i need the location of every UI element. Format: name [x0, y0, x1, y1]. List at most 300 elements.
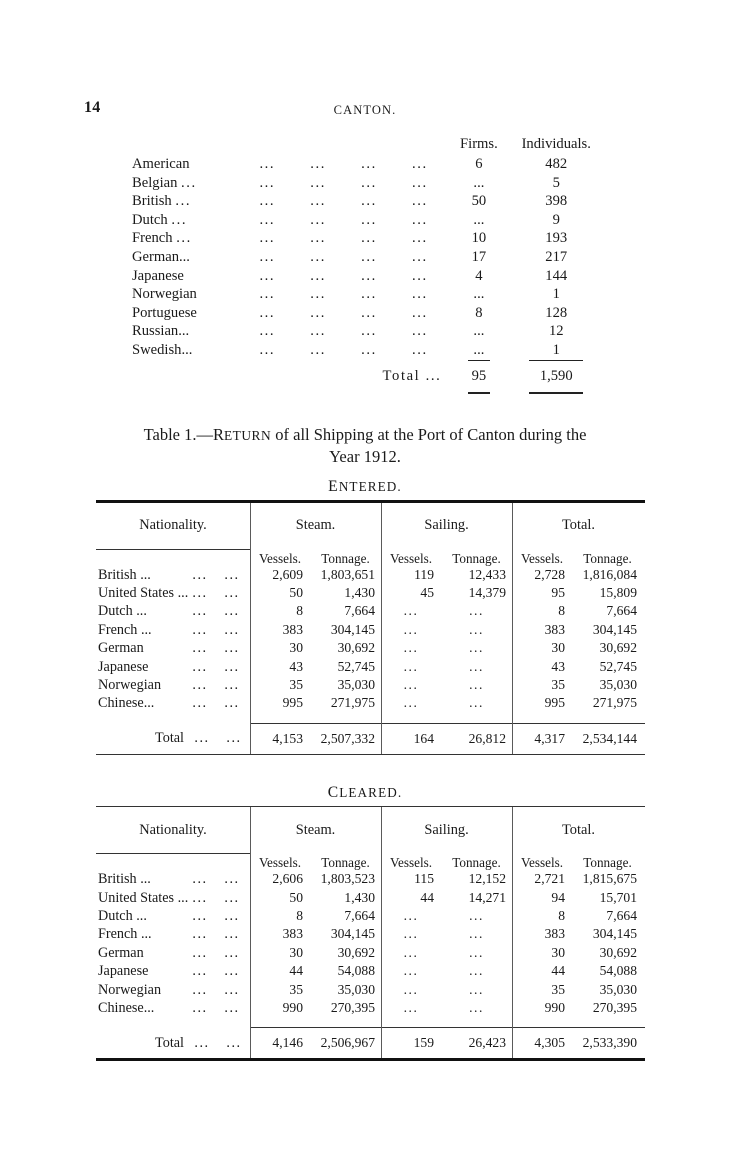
- leader-dots: ...: [224, 889, 240, 906]
- entered-section-label: [84, 478, 646, 496]
- cell-tonnage: 1,803,523: [320, 871, 375, 887]
- column-header-firms: Firms.: [460, 136, 498, 152]
- leader-dots: ...: [224, 695, 240, 712]
- list-item: [130, 249, 600, 268]
- individuals-value: 1: [552, 341, 560, 358]
- cell-vessels: 8: [296, 603, 303, 619]
- cell-tonnage: 304,145: [330, 621, 375, 637]
- nationality-label: Japanese: [98, 658, 149, 675]
- cell-tonnage: ...: [469, 926, 484, 942]
- row-nationality: [96, 945, 250, 962]
- leader-dots: ...: [412, 267, 428, 284]
- list-spacer: [130, 361, 600, 368]
- cell-vessels: ...: [403, 658, 419, 674]
- table-row: [96, 871, 645, 889]
- header-spacer-lead2: [293, 136, 344, 156]
- cell-tonnage: 1,430: [344, 889, 375, 905]
- table-bottom-rule: [96, 754, 645, 755]
- entered-shipping-table: [96, 500, 645, 755]
- leader-dots: ...: [259, 174, 276, 191]
- leader-dots: ...: [192, 907, 208, 924]
- cell-vessels: 30: [289, 640, 303, 656]
- cell-tonnage: 271,975: [330, 695, 375, 711]
- group-header-row: [96, 807, 645, 853]
- cell-vessels: ...: [403, 621, 419, 637]
- cell-tonnage: 52,745: [337, 658, 375, 674]
- leader-dots: ...: [361, 323, 377, 340]
- cell-vessels: 2,728: [534, 566, 565, 582]
- nationality-label: United States ...: [98, 585, 189, 602]
- sub-header-total-tonnage: Tonnage.: [583, 550, 632, 566]
- cell-tonnage: 304,145: [592, 926, 637, 942]
- firms-value: ...: [473, 174, 485, 191]
- list-total-row: [130, 368, 600, 390]
- cleared-label-initial: C: [327, 784, 340, 801]
- cell-tonnage: 1,815,675: [582, 871, 637, 887]
- cell-tonnage: 7,664: [344, 603, 375, 619]
- cell-tonnage: 12,152: [468, 871, 506, 887]
- firms-value: 8: [475, 304, 483, 321]
- cell-tonnage: 304,145: [592, 621, 637, 637]
- cell-tonnage: ...: [469, 621, 484, 637]
- table-row: [96, 695, 645, 713]
- total-total-vessels: 4,305: [534, 1035, 565, 1051]
- caption-rest: of all Shipping at the Port of Canton during the: [271, 425, 587, 444]
- cell-tonnage: ...: [469, 677, 484, 693]
- leader-dots: ...: [192, 603, 208, 620]
- sub-header-steam-tonnage: Tonnage.: [321, 550, 370, 566]
- header-spacer-lead4: [394, 136, 445, 156]
- total-steam-vessels: 4,153: [272, 730, 303, 746]
- row-nationality: [96, 890, 250, 907]
- column-header-sailing: Sailing.: [424, 517, 469, 534]
- cleared-total-gap: [96, 1018, 645, 1027]
- cell-tonnage: 30,692: [337, 640, 375, 656]
- cell-tonnage: 7,664: [344, 907, 375, 923]
- table-row: [96, 677, 645, 695]
- total-label-cell: [96, 730, 250, 747]
- cell-tonnage: ...: [469, 658, 484, 674]
- row-nationality: [96, 585, 250, 602]
- cell-tonnage: ...: [469, 981, 484, 997]
- cell-vessels: 383: [282, 621, 303, 637]
- cell-vessels: 8: [296, 907, 303, 923]
- list-item: [130, 212, 600, 231]
- firms-value: 6: [475, 156, 483, 172]
- cell-vessels: ...: [403, 603, 419, 619]
- total-label-cell: [96, 1035, 250, 1052]
- leader-dots: ...: [259, 193, 276, 210]
- individuals-value: 1: [552, 286, 560, 303]
- leader-dots: ...: [192, 926, 208, 943]
- leader-dots: ...: [412, 156, 428, 172]
- leader-dots: ...: [224, 621, 240, 638]
- leader-dots: ...: [226, 1034, 242, 1051]
- cell-tonnage: 304,145: [330, 926, 375, 942]
- cell-vessels: 50: [289, 889, 303, 905]
- leader-dots: ...: [361, 248, 377, 265]
- firms-individuals-list: [130, 136, 600, 390]
- row-nationality: [96, 908, 250, 925]
- cell-vessels: 990: [544, 999, 565, 1015]
- leader-dots: ...: [412, 193, 428, 210]
- row-nationality: [96, 926, 250, 943]
- table-row: [96, 945, 645, 963]
- cell-vessels: ...: [403, 963, 419, 979]
- header-spacer-lead1: [242, 136, 293, 156]
- individuals-value: 5: [552, 174, 560, 191]
- leader-dots: ...: [259, 230, 276, 247]
- list-item: [130, 286, 600, 305]
- total-steam-tonnage: 2,507,332: [320, 730, 375, 746]
- cell-vessels: ...: [403, 695, 419, 711]
- total-sailing-tonnage: 26,812: [468, 730, 506, 746]
- cell-tonnage: ...: [469, 907, 484, 923]
- individuals-value: 398: [545, 193, 568, 210]
- table-row: [96, 603, 645, 621]
- cell-tonnage: 15,701: [599, 889, 637, 905]
- leader-dots: ...: [310, 267, 327, 284]
- entered-label-initial: E: [328, 478, 339, 495]
- list-item: [130, 193, 600, 212]
- total-sailing-vessels: 164: [413, 730, 434, 746]
- leader-dots: ...: [310, 286, 327, 303]
- list-item: [130, 305, 600, 324]
- cell-vessels: ...: [403, 640, 419, 656]
- sub-header-sailing-tonnage: Tonnage.: [452, 550, 501, 566]
- cell-vessels: 50: [289, 585, 303, 601]
- leader-dots: ...: [310, 230, 327, 247]
- leader-dots: ...: [224, 926, 240, 943]
- leader-dots: ...: [310, 323, 327, 340]
- leader-dots: ...: [412, 323, 428, 340]
- cell-vessels: 44: [551, 963, 565, 979]
- leader-dots: ...: [224, 658, 240, 675]
- caption-prefix: Table 1.—: [143, 425, 213, 444]
- cell-vessels: 383: [282, 926, 303, 942]
- cleared-shipping-table: [96, 806, 645, 1061]
- cell-tonnage: 1,816,084: [582, 566, 637, 582]
- leader-dots: ...: [224, 981, 240, 998]
- cell-vessels: 95: [551, 585, 565, 601]
- table-caption: [84, 424, 646, 468]
- firms-value: ...: [473, 211, 485, 228]
- nationality-label: Norwegian: [98, 981, 162, 998]
- nationality-label: French ...: [98, 926, 152, 943]
- cell-tonnage: ...: [469, 999, 484, 1015]
- cell-vessels: 383: [544, 621, 565, 637]
- column-header-steam: Steam.: [295, 821, 336, 838]
- column-header-nationality: Nationality.: [139, 517, 207, 534]
- leader-dots: ...: [361, 156, 377, 172]
- cleared-data-rows: [96, 871, 645, 1018]
- table-row: [96, 1000, 645, 1018]
- caption-return-rest: ETURN: [224, 428, 272, 443]
- column-header-individuals: Individuals.: [521, 136, 591, 152]
- cell-vessels: 30: [289, 944, 303, 960]
- row-nationality: [96, 963, 250, 980]
- list-item: [130, 323, 600, 342]
- cell-tonnage: 15,809: [599, 585, 637, 601]
- individuals-value: 193: [545, 230, 568, 247]
- leader-dots: ...: [361, 304, 377, 321]
- firms-value: 4: [475, 267, 483, 284]
- row-nationality: [96, 982, 250, 999]
- leader-dots: ...: [310, 174, 327, 191]
- cell-vessels: 94: [551, 889, 565, 905]
- table-row: [96, 585, 645, 603]
- table-row: [96, 640, 645, 658]
- individuals-value: 144: [545, 267, 568, 284]
- nationality-label: Norwegian: [132, 286, 197, 303]
- leader-dots: ...: [259, 323, 276, 340]
- running-head: CANTON.: [333, 103, 397, 117]
- cell-vessels: 8: [558, 907, 565, 923]
- sub-header-steam-vessels: Vessels.: [258, 855, 302, 871]
- individuals-value: 217: [545, 248, 568, 265]
- leader-dots: ...: [361, 230, 377, 247]
- cell-vessels: ...: [403, 926, 419, 942]
- cell-tonnage: 270,395: [330, 999, 375, 1015]
- cell-tonnage: 30,692: [599, 640, 637, 656]
- total-total-tonnage: 2,533,390: [582, 1035, 637, 1051]
- leader-dots: ...: [192, 585, 208, 602]
- cell-tonnage: 54,088: [599, 963, 637, 979]
- leader-dots: ...: [412, 304, 428, 321]
- nationality-label: Belgian ...: [132, 174, 197, 191]
- cell-vessels: ...: [403, 677, 419, 693]
- cell-vessels: ...: [403, 907, 419, 923]
- firms-value: 10: [471, 230, 487, 247]
- leader-dots: ...: [310, 193, 327, 210]
- leader-dots: ...: [192, 871, 208, 888]
- leader-dots: ...: [310, 341, 327, 358]
- sub-header-sailing-vessels: Vessels.: [389, 550, 433, 566]
- leader-dots: ...: [361, 211, 377, 228]
- leader-dots: ...: [259, 304, 276, 321]
- sub-header-row: [96, 854, 645, 871]
- leader-dots: ...: [192, 889, 208, 906]
- leader-dots: ...: [412, 174, 428, 191]
- cell-tonnage: 35,030: [337, 677, 375, 693]
- nationality-label: Dutch ...: [132, 211, 188, 228]
- nationality-label: Norwegian: [98, 677, 162, 694]
- cell-vessels: 995: [282, 695, 303, 711]
- cleared-total-row: [96, 1028, 645, 1058]
- leader-dots: ...: [310, 156, 327, 172]
- list-total-label: Total ...: [382, 367, 442, 384]
- cell-tonnage: 52,745: [599, 658, 637, 674]
- cell-vessels: 383: [544, 926, 565, 942]
- cell-tonnage: ...: [469, 640, 484, 656]
- nationality-label: Japanese: [98, 963, 149, 980]
- leader-dots: ...: [192, 999, 208, 1016]
- leader-dots: ...: [224, 963, 240, 980]
- leader-dots: ...: [224, 677, 240, 694]
- nationality-label: British ...: [98, 566, 151, 583]
- cell-vessels: 35: [551, 981, 565, 997]
- leader-dots: ...: [194, 1034, 210, 1051]
- firms-value: ...: [473, 341, 485, 358]
- page-folio: 14: [84, 99, 101, 116]
- nationality-label: Portuguese: [132, 304, 197, 321]
- row-nationality: [96, 677, 250, 694]
- cell-vessels: 44: [420, 889, 434, 905]
- cell-tonnage: 54,088: [337, 963, 375, 979]
- leader-dots: ...: [412, 341, 428, 358]
- leader-dots: ...: [361, 286, 377, 303]
- cell-tonnage: ...: [469, 944, 484, 960]
- nationality-label: German...: [132, 248, 190, 265]
- cell-tonnage: 30,692: [599, 944, 637, 960]
- leader-dots: ...: [361, 267, 377, 284]
- nationality-label: German: [98, 640, 144, 657]
- table-row: [96, 963, 645, 981]
- leader-dots: ...: [192, 658, 208, 675]
- table-row: [96, 890, 645, 908]
- table-row: [96, 567, 645, 585]
- leader-dots: ...: [361, 341, 377, 358]
- row-nationality: [96, 622, 250, 639]
- cell-vessels: 35: [551, 677, 565, 693]
- individuals-value: 128: [545, 304, 568, 321]
- cell-vessels: 119: [414, 566, 434, 582]
- cell-vessels: 2,606: [272, 871, 303, 887]
- column-header-steam: Steam.: [295, 517, 336, 534]
- leader-dots: ...: [412, 211, 428, 228]
- cell-vessels: ...: [403, 981, 419, 997]
- leader-dots: ...: [310, 211, 327, 228]
- leader-dots: ...: [224, 585, 240, 602]
- leader-dots: ...: [412, 286, 428, 303]
- sub-header-steam-tonnage: Tonnage.: [321, 855, 370, 871]
- table-row: [96, 908, 645, 926]
- row-nationality: [96, 603, 250, 620]
- firms-value: 50: [471, 193, 487, 210]
- leader-dots: ...: [224, 603, 240, 620]
- leader-dots: ...: [224, 566, 240, 583]
- total-steam-tonnage: 2,506,967: [320, 1035, 375, 1051]
- nationality-label: United States ...: [98, 889, 189, 906]
- nationality-label: Chinese...: [98, 999, 155, 1016]
- leader-dots: ...: [224, 907, 240, 924]
- leader-dots: ...: [192, 640, 208, 657]
- total-total-tonnage: 2,534,144: [582, 730, 637, 746]
- leader-dots: ...: [224, 640, 240, 657]
- individuals-value: 9: [552, 211, 560, 228]
- leader-dots: ...: [224, 944, 240, 961]
- cell-vessels: 44: [289, 963, 303, 979]
- entered-data-rows: [96, 567, 645, 714]
- leader-dots: ...: [194, 730, 210, 747]
- list-item: [130, 175, 600, 194]
- total-label: Total: [155, 730, 184, 747]
- leader-dots: ...: [259, 286, 276, 303]
- nationality-label: Dutch ...: [98, 907, 147, 924]
- list-item: [130, 230, 600, 249]
- sub-header-steam-vessels: Vessels.: [258, 550, 302, 566]
- cell-tonnage: ...: [469, 603, 484, 619]
- table-row: [96, 982, 645, 1000]
- table-row: [96, 926, 645, 944]
- cell-vessels: 30: [551, 944, 565, 960]
- caption-return-initial: R: [212, 425, 224, 444]
- nationality-label: Chinese...: [98, 695, 155, 712]
- cell-tonnage: 35,030: [599, 981, 637, 997]
- cell-vessels: ...: [403, 944, 419, 960]
- nationality-label: Japanese: [132, 267, 184, 284]
- nationality-label: Dutch ...: [98, 603, 147, 620]
- leader-dots: ...: [259, 211, 276, 228]
- cell-tonnage: 7,664: [606, 603, 637, 619]
- sub-header-total-tonnage: Tonnage.: [583, 855, 632, 871]
- cell-tonnage: 12,433: [468, 566, 506, 582]
- leader-dots: ...: [412, 230, 428, 247]
- total-total-vessels: 4,317: [534, 730, 565, 746]
- nationality-label: British ...: [132, 193, 192, 210]
- cell-tonnage: ...: [469, 695, 484, 711]
- list-item: [130, 342, 600, 361]
- cell-vessels: 43: [289, 658, 303, 674]
- cell-vessels: 35: [289, 677, 303, 693]
- cell-tonnage: ...: [469, 963, 484, 979]
- firms-list-header-row: [130, 136, 600, 156]
- leader-dots: ...: [192, 566, 208, 583]
- entered-total-row: [96, 724, 645, 754]
- leader-dots: ...: [192, 944, 208, 961]
- column-header-total: Total.: [562, 517, 595, 534]
- leader-dots: ...: [192, 621, 208, 638]
- firms-value: 17: [471, 248, 487, 265]
- cell-vessels: 30: [551, 640, 565, 656]
- leader-dots: ...: [310, 248, 327, 265]
- cell-vessels: 2,721: [534, 871, 565, 887]
- table-row: [96, 659, 645, 677]
- cell-tonnage: 14,271: [468, 889, 506, 905]
- cell-vessels: 995: [544, 695, 565, 711]
- leader-dots: ...: [310, 304, 327, 321]
- sub-header-sailing-vessels: Vessels.: [389, 855, 433, 871]
- leader-dots: ...: [192, 963, 208, 980]
- leader-dots: ...: [259, 248, 276, 265]
- cell-tonnage: 35,030: [337, 981, 375, 997]
- cell-vessels: 8: [558, 603, 565, 619]
- caption-line2: Year 1912.: [329, 446, 401, 466]
- nationality-label: German: [98, 944, 144, 961]
- firms-list-body: [130, 156, 600, 390]
- leader-dots: ...: [361, 193, 377, 210]
- list-total-firms: 95: [471, 367, 487, 384]
- cell-vessels: 2,609: [272, 566, 303, 582]
- cell-tonnage: 7,664: [606, 907, 637, 923]
- cell-vessels: 115: [414, 871, 434, 887]
- leader-dots: ...: [259, 341, 276, 358]
- leader-dots: ...: [192, 695, 208, 712]
- nationality-label: Swedish...: [132, 341, 193, 358]
- nationality-label: British ...: [98, 871, 151, 888]
- leader-dots: ...: [259, 156, 276, 172]
- sub-header-total-vessels: Vessels.: [520, 550, 564, 566]
- cell-tonnage: 270,395: [592, 999, 637, 1015]
- leader-dots: ...: [224, 871, 240, 888]
- cell-vessels: ...: [403, 999, 419, 1015]
- header-spacer: [130, 136, 242, 156]
- nationality-label: Russian...: [132, 323, 190, 340]
- cell-vessels: 45: [420, 585, 434, 601]
- cleared-label-rest: LEARED.: [339, 785, 403, 800]
- row-nationality: [96, 695, 250, 712]
- cell-tonnage: 30,692: [337, 944, 375, 960]
